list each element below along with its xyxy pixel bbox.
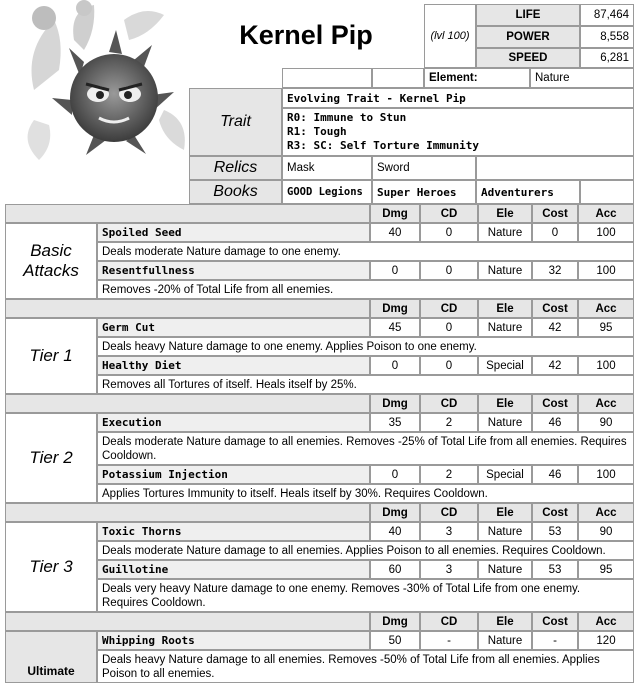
skill-dmg: 45: [370, 318, 420, 337]
book-item: GOOD Legions: [282, 180, 372, 204]
trait-line: R1: Tough: [287, 125, 347, 138]
column-header: CD: [420, 503, 478, 522]
skill-dmg: 0: [370, 356, 420, 375]
column-header: Acc: [578, 204, 634, 223]
skill-name: Spoiled Seed: [97, 223, 370, 242]
skill-ele: Nature: [478, 631, 532, 650]
trait-line: R0: Immune to Stun: [287, 111, 407, 124]
books-label: Books: [189, 180, 282, 204]
skill-dmg: 35: [370, 413, 420, 432]
column-header: CD: [420, 394, 478, 413]
column-header: Cost: [532, 299, 578, 318]
skill-ele: Nature: [478, 261, 532, 280]
column-header: Dmg: [370, 503, 420, 522]
skill-cost: 32: [532, 261, 578, 280]
column-header: Cost: [532, 503, 578, 522]
skill-cd: 3: [420, 522, 478, 541]
skill-description: Applies Tortures Immunity to itself. Heals itself by 30%. Requires Cooldown.: [97, 484, 634, 503]
skill-description: Deals moderate Nature damage to one enemy.: [97, 242, 634, 261]
skill-dmg: 0: [370, 465, 420, 484]
column-header: Dmg: [370, 299, 420, 318]
skill-name: Resentfullness: [97, 261, 370, 280]
column-header: Cost: [532, 204, 578, 223]
skill-cost: 46: [532, 465, 578, 484]
skill-cost: 0: [532, 223, 578, 242]
skill-description: Removes all Tortures of itself. Heals itself by 25%.: [97, 375, 634, 394]
column-header: Acc: [578, 394, 634, 413]
skill-cost: 42: [532, 356, 578, 375]
tier-label-line: Tier 1: [29, 346, 73, 365]
tier-header-blank: [5, 503, 370, 522]
header-spacer-cell: [372, 68, 424, 88]
skill-acc: 90: [578, 413, 634, 432]
column-header: Acc: [578, 612, 634, 631]
column-header: CD: [420, 612, 478, 631]
skill-description: Deals moderate Nature damage to all enemies. Applies Poison to all enemies. Requires Cooldown.: [97, 541, 634, 560]
relic-empty: [476, 156, 634, 180]
skill-acc: 90: [578, 522, 634, 541]
skill-cd: 2: [420, 413, 478, 432]
column-header: Dmg: [370, 394, 420, 413]
skill-acc: 95: [578, 560, 634, 579]
skill-cd: 0: [420, 318, 478, 337]
skill-cd: 0: [420, 356, 478, 375]
column-header: CD: [420, 204, 478, 223]
skill-acc: 100: [578, 223, 634, 242]
skill-ele: Special: [478, 356, 532, 375]
book-item: Super Heroes: [372, 180, 476, 204]
tier-label-line: Attacks: [23, 261, 79, 280]
skill-name: Healthy Diet: [97, 356, 370, 375]
skill-acc: 100: [578, 261, 634, 280]
column-header: CD: [420, 299, 478, 318]
column-header: Dmg: [370, 204, 420, 223]
trait-title: Evolving Trait - Kernel Pip: [282, 88, 634, 108]
skill-description: Deals heavy Nature damage to all enemies. Removes -50% of Total Life from all enemies. Applies Poison to all enemies.: [97, 650, 634, 683]
skill-cd: 0: [420, 261, 478, 280]
column-header: Dmg: [370, 612, 420, 631]
element-value: Nature: [530, 68, 634, 88]
tier-header-blank: [5, 394, 370, 413]
skill-name: Germ Cut: [97, 318, 370, 337]
skill-ele: Nature: [478, 560, 532, 579]
tier-label-line: Ultimate: [27, 664, 75, 678]
stat-label-power: POWER: [476, 26, 580, 48]
relic-item: Mask: [282, 156, 372, 180]
skill-description: Deals moderate Nature damage to all enemies. Removes -25% of Total Life from all enemies. Requires Cooldown.: [97, 432, 634, 465]
book-item: Adventurers: [476, 180, 580, 204]
skill-dmg: 40: [370, 223, 420, 242]
skill-cost: -: [532, 631, 578, 650]
skill-name: Execution: [97, 413, 370, 432]
skill-cost: 42: [532, 318, 578, 337]
skill-cost: 53: [532, 560, 578, 579]
column-header: Ele: [478, 503, 532, 522]
tier-label-line: Basic: [30, 241, 72, 260]
tier-header-blank: [5, 299, 370, 318]
stat-label-speed: SPEED: [476, 48, 580, 68]
skill-ele: Nature: [478, 318, 532, 337]
skill-acc: 95: [578, 318, 634, 337]
trait-line: R3: SC: Self Torture Immunity: [287, 139, 480, 152]
column-header: Cost: [532, 394, 578, 413]
stat-value-speed: 6,281: [580, 48, 634, 68]
skill-dmg: 0: [370, 261, 420, 280]
column-header: Ele: [478, 299, 532, 318]
tier-label-line: Tier 2: [29, 448, 73, 467]
plant-creature-portrait: [14, 0, 192, 176]
skill-acc: 100: [578, 465, 634, 484]
skill-ele: Nature: [478, 522, 532, 541]
column-header: Acc: [578, 299, 634, 318]
tier-label: [5, 223, 97, 299]
trait-label: Trait: [189, 88, 282, 156]
trait-details: [282, 108, 634, 156]
hero-name: Kernel Pip: [239, 20, 373, 50]
tier-label: [5, 522, 97, 612]
skill-cd: 3: [420, 560, 478, 579]
relic-item: Sword: [372, 156, 476, 180]
skill-description: Removes -20% of Total Life from all enemies.: [97, 280, 634, 299]
skill-ele: Special: [478, 465, 532, 484]
hero-level: (lvl 100): [424, 4, 476, 68]
skill-description: Deals very heavy Nature damage to one enemy. Removes -30% of Total Life from one enemy. Requires Cooldown.: [97, 579, 634, 612]
book-empty: [580, 180, 634, 204]
skill-name: Potassium Injection: [97, 465, 370, 484]
skill-dmg: 60: [370, 560, 420, 579]
tier-label: [5, 318, 97, 394]
element-label: Element:: [424, 68, 530, 88]
header-spacer-cell: [282, 68, 372, 88]
column-header: Ele: [478, 394, 532, 413]
skill-cd: 0: [420, 223, 478, 242]
skill-name: Whipping Roots: [97, 631, 370, 650]
skill-cd: 2: [420, 465, 478, 484]
skill-cd: -: [420, 631, 478, 650]
tier-header-blank: [5, 612, 370, 631]
stat-value-power: 8,558: [580, 26, 634, 48]
column-header: Ele: [478, 204, 532, 223]
tier-label-line: Tier 3: [29, 557, 73, 576]
stat-value-life: 87,464: [580, 4, 634, 26]
skill-cost: 46: [532, 413, 578, 432]
skill-ele: Nature: [478, 223, 532, 242]
tier-label: [5, 413, 97, 503]
relics-label: Relics: [189, 156, 282, 180]
column-header: Ele: [478, 612, 532, 631]
skill-acc: 120: [578, 631, 634, 650]
skill-cost: 53: [532, 522, 578, 541]
column-header: Acc: [578, 503, 634, 522]
column-header: Cost: [532, 612, 578, 631]
tier-label: [5, 631, 97, 683]
skill-description: Deals heavy Nature damage to one enemy. Applies Poison to one enemy.: [97, 337, 634, 356]
tier-header-blank: [5, 204, 370, 223]
skill-dmg: 40: [370, 522, 420, 541]
stat-label-life: LIFE: [476, 4, 580, 26]
skill-acc: 100: [578, 356, 634, 375]
skill-name: Guillotine: [97, 560, 370, 579]
skill-name: Toxic Thorns: [97, 522, 370, 541]
skill-dmg: 50: [370, 631, 420, 650]
skill-ele: Nature: [478, 413, 532, 432]
